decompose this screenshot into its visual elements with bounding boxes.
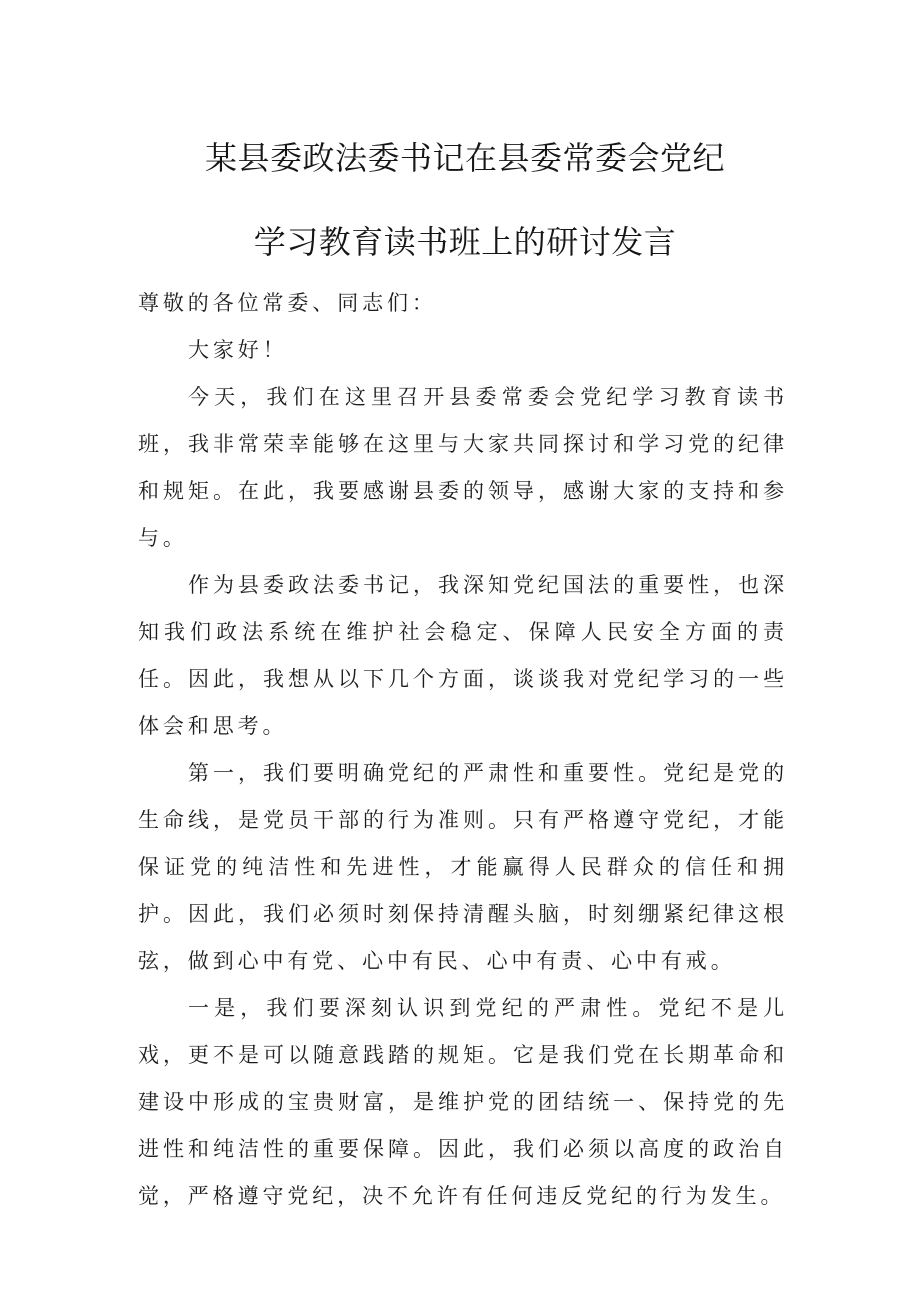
body-paragraph: 今天，我们在这里召开县委常委会党纪学习教育读书班，我非常荣幸能够在这里与大家共同探讨和学习党的纪律和规矩。在此，我要感谢县委的领导，感谢大家的支持和参与。: [138, 385, 788, 550]
document-title-line-2: 学习教育读书班上的研讨发言: [253, 223, 677, 261]
body-paragraph: 一是，我们要深刻认识到党纪的严肃性。党纪不是儿戏，更不是可以随意践踏的规矩。它是我们党在长期革命和建设中形成的宝贵财富，是维护党的团结统一、保持党的先进性和纯洁性的重要保障。因此，我们必须以高度的政治自觉，严格遵守党纪，决不允许有任何违反党纪的行为发生。: [138, 996, 788, 1208]
body-paragraph: 作为县委政法委书记，我深知党纪国法的重要性，也深知我们政法系统在维护社会稳定、保障人民安全方面的责任。因此，我想从以下几个方面，谈谈我对党纪学习的一些体会和思考。: [138, 573, 788, 738]
salutation: 尊敬的各位常委、同志们：: [138, 291, 437, 315]
document-body: [138, 280, 788, 1220]
body-paragraph: 第一，我们要明确党纪的严肃性和重要性。党纪是党的生命线，是党员干部的行为准则。只有严格遵守党纪，才能保证党的纯洁性和先进性，才能赢得人民群众的信任和拥护。因此，我们必须时刻保持清醒头脑，时刻绷紧纪律这根弦，做到心中有党、心中有民、心中有责、心中有戒。: [138, 761, 788, 973]
document-title-line-1: 某县委政法委书记在县委常委会党纪: [204, 139, 725, 177]
greeting: 大家好！: [188, 338, 288, 362]
